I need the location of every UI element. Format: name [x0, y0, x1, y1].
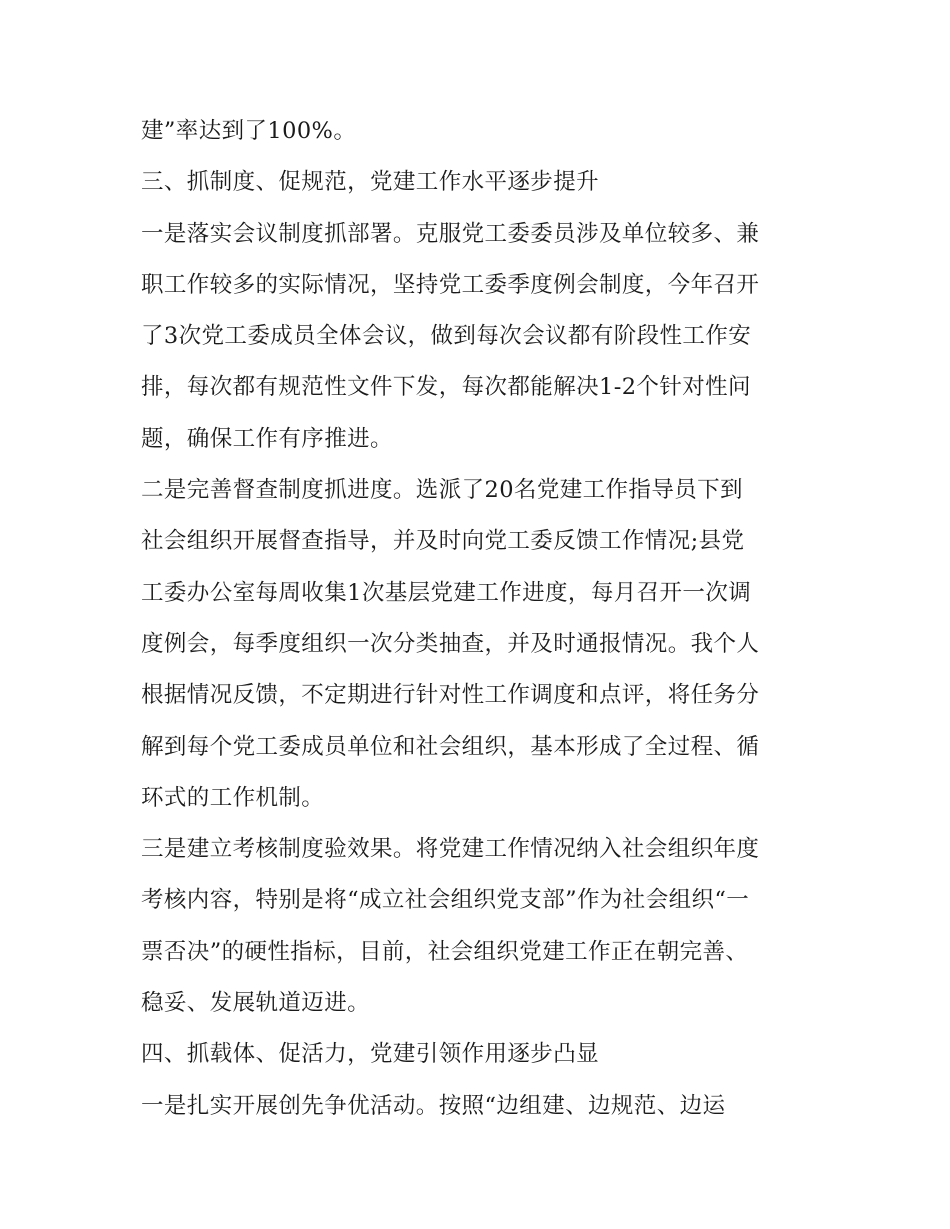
text-line: 考核内容，特别是将“成立社会组织党支部”作为社会组织“一	[141, 887, 750, 914]
text-line: 度例会，每季度组织一次分类抽查，并及时通报情况。我个人	[141, 630, 760, 657]
text-line: 建”率达到了100%。	[141, 118, 357, 144]
document-body	[141, 106, 821, 1132]
section-heading: 四、抓载体、促活力，党建引领作用逐步凸显	[141, 1041, 600, 1068]
text-line: 职工作较多的实际情况，坚持党工委季度例会制度，今年召开	[141, 271, 760, 298]
text-line: 工委办公室每周收集1次基层党建工作进度，每月召开一次调	[141, 579, 752, 606]
text-line: 三是建立考核制度验效果。将党建工作情况纳入社会组织年度	[141, 836, 760, 863]
text-line: 根据情况反馈，不定期进行针对性工作调度和点评，将任务分	[141, 682, 760, 709]
text-line: 一是落实会议制度抓部署。克服党工委委员涉及单位较多、兼	[141, 220, 760, 247]
text-line: 稳妥、发展轨道迈进。	[141, 990, 371, 1017]
text-line: 一是扎实开展创先争优活动。按照“边组建、边规范、边运	[141, 1092, 726, 1119]
text-line: 社会组织开展督查指导，并及时向党工委反馈工作情况;县党	[141, 528, 745, 555]
text-line: 了3次党工委成员全体会议，做到每次会议都有阶段性工作安	[141, 323, 752, 350]
text-line: 票否决”的硬性指标，目前，社会组织党建工作正在朝完善、	[141, 938, 749, 965]
section-heading: 三、抓制度、促规范，党建工作水平逐步提升	[141, 169, 600, 196]
text-line: 排，每次都有规范性文件下发，每次都能解决1-2个针对性问	[141, 374, 751, 401]
text-line: 环式的工作机制。	[141, 784, 325, 811]
text-line: 题，确保工作有序推进。	[141, 425, 393, 452]
text-line: 二是完善督查制度抓进度。选派了20名党建工作指导员下到	[141, 477, 743, 504]
text-line: 解到每个党工委成员单位和社会组织，基本形成了全过程、循	[141, 733, 760, 760]
